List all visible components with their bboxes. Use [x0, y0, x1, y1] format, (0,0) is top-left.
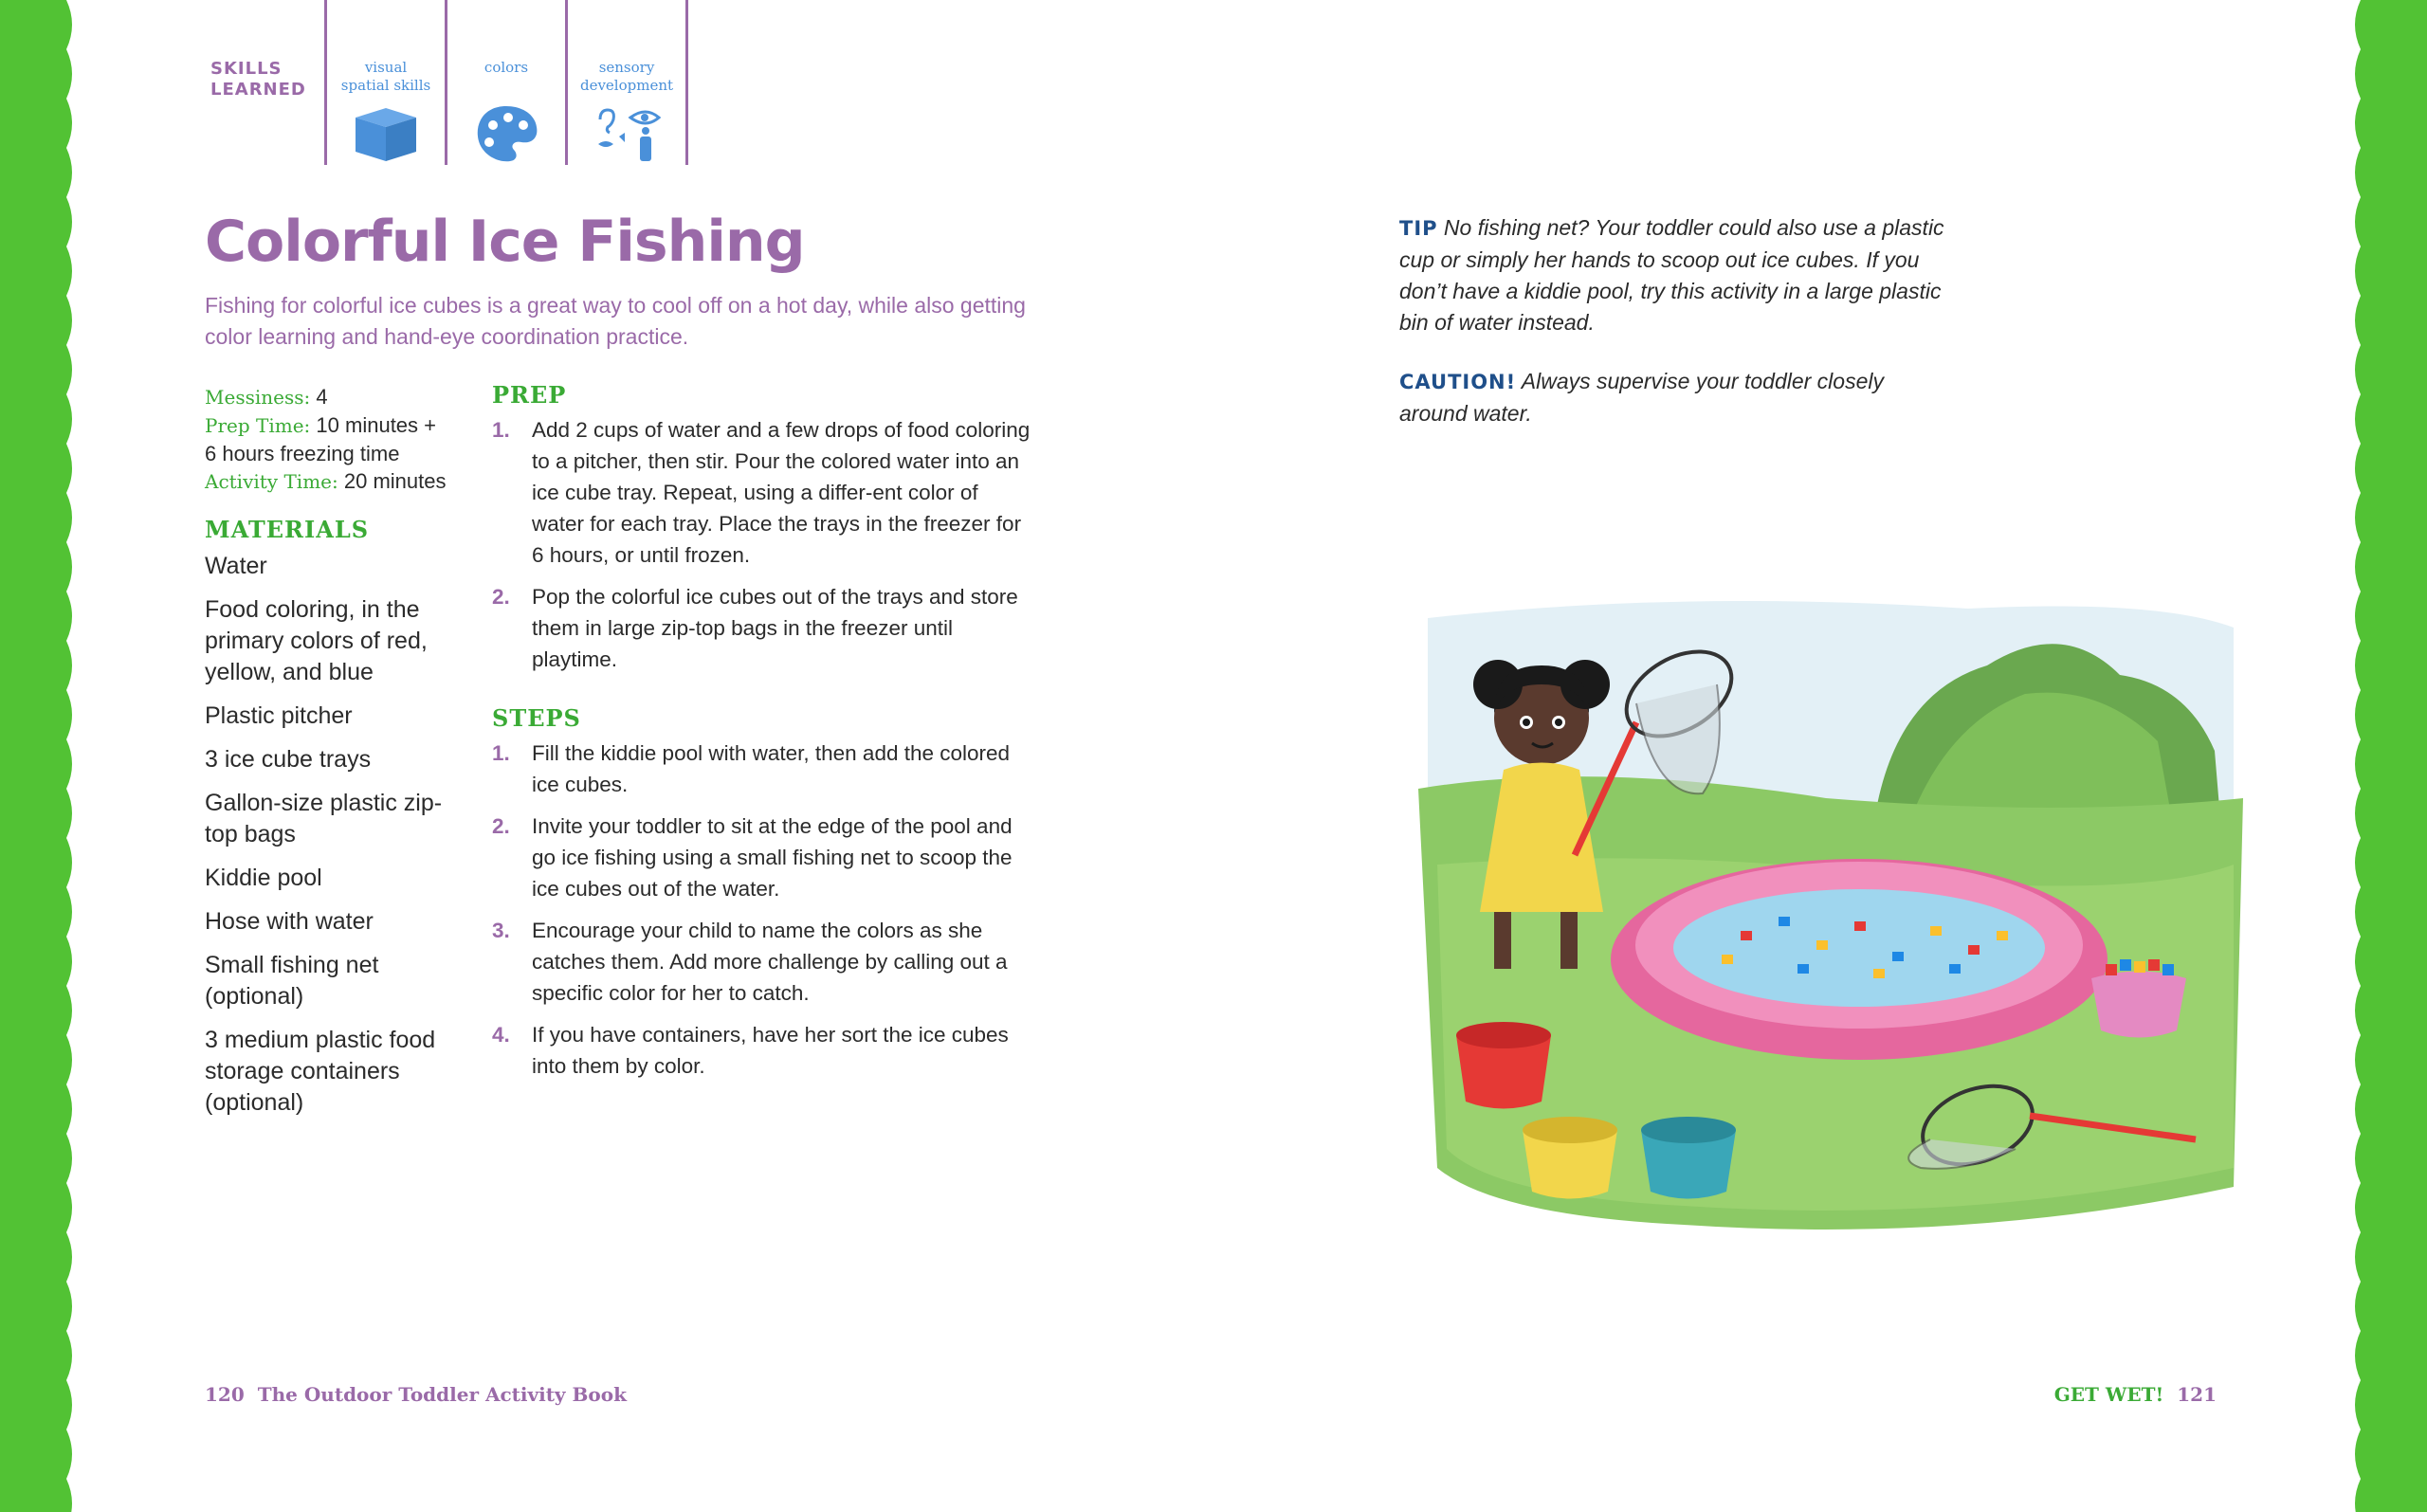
palette-icon	[472, 104, 540, 163]
ice-fishing-illustration	[1399, 580, 2249, 1244]
step-number: 3.	[492, 919, 510, 942]
list-item	[492, 811, 1032, 904]
tip-label: TIP	[1399, 217, 1438, 240]
prep-time-label: Prep Time:	[205, 414, 311, 437]
caution-label: CAUTION!	[1399, 371, 1517, 393]
skill-visual-spatial: visual spatial skills	[324, 0, 445, 165]
step-number: 1.	[492, 741, 510, 765]
skill-sensory-development: sensory development	[565, 0, 688, 165]
prep-time-value-cont: 6 hours freezing time	[205, 442, 400, 465]
page-number-right: 121	[2177, 1383, 2217, 1406]
list-item: Plastic pitcher	[205, 702, 353, 729]
messiness-value: 4	[316, 385, 328, 409]
step-text: Invite your toddler to sit at the edge of the pool and go ice fishing using a small fishing net to scoop the ice cubes out of the water.	[532, 814, 1013, 901]
activity-time-value: 20 minutes	[343, 469, 447, 493]
tip-box	[1399, 212, 1949, 338]
list-item	[492, 414, 1032, 571]
list-item	[492, 581, 1032, 675]
step-text: Encourage your child to name the colors as she catches them. Add more challenge by calling out a specific color for her to catch.	[532, 919, 1008, 1005]
prep-section	[492, 381, 1032, 685]
prep-heading: PREP	[492, 381, 567, 409]
list-item: 3 medium plastic food storage containers (optional)	[205, 1027, 436, 1116]
materials-list	[205, 551, 461, 1119]
step-text: Pop the colorful ice cubes out of the trays and store them in large zip-top bags in the freezer until playtime.	[532, 585, 1018, 671]
activity-time-label: Activity Time:	[205, 470, 338, 493]
messiness-label: Messiness:	[205, 386, 311, 409]
list-item: Gallon-size plastic zip-top bags	[205, 790, 443, 847]
materials-section	[205, 516, 461, 1131]
list-item: Water	[205, 553, 267, 579]
list-item: Food coloring, in the primary colors of red, yellow, and blue	[205, 596, 428, 685]
skill-colors: colors	[445, 0, 565, 165]
section-name: GET WET!	[2053, 1383, 2164, 1406]
list-item	[492, 738, 1032, 800]
book-title: The Outdoor Toddler Activity Book	[257, 1383, 627, 1406]
skills-learned-heading: SKILLS LEARNED	[210, 59, 306, 100]
left-wavy-border	[0, 0, 82, 1512]
intro-paragraph: Fishing for colorful ice cubes is a great way to cool off on a hot day, while also getting color learning and hand-eye coordination practice.	[205, 293, 1026, 349]
step-number: 4.	[492, 1023, 510, 1047]
step-number: 1.	[492, 418, 510, 442]
step-number: 2.	[492, 585, 510, 609]
list-item: 3 ice cube trays	[205, 746, 372, 773]
steps-section	[492, 704, 1032, 1092]
page-number-left: 120	[205, 1383, 245, 1406]
step-text: Add 2 cups of water and a few drops of food coloring to a pitcher, then stir. Pour the colored water into an ice cube tray. Repeat, using a differ-ent color of water for each tray. Place the trays in the freezer for 6 hours, or until frozen.	[532, 418, 1031, 567]
right-wavy-border	[2345, 0, 2427, 1512]
list-item	[492, 915, 1032, 1009]
steps-list	[492, 738, 1032, 1082]
list-item	[492, 1019, 1032, 1082]
activity-meta	[205, 383, 447, 496]
step-text: If you have containers, have her sort the ice cubes into them by color.	[532, 1023, 1009, 1078]
prep-time-value: 10 minutes +	[316, 413, 436, 437]
senses-icon	[593, 104, 661, 163]
materials-heading: MATERIALS	[205, 516, 370, 543]
list-item: Kiddie pool	[205, 865, 322, 891]
tip-text: No fishing net? Your toddler could also use a plastic cup or simply her hands to scoop out ice cubes. If you don’t have a kiddie pool, try this activity in a large plastic bin of water instead.	[1399, 215, 1944, 335]
caution-text: Always supervise your toddler closely around water.	[1399, 369, 1884, 426]
cube-icon	[352, 104, 420, 163]
footer-right	[2054, 1383, 2217, 1406]
page-title: Colorful Ice Fishing	[205, 209, 805, 275]
step-number: 2.	[492, 814, 510, 838]
steps-heading: STEPS	[492, 704, 581, 732]
footer-left	[205, 1383, 627, 1406]
list-item: Hose with water	[205, 908, 374, 935]
caution-box	[1399, 366, 1930, 429]
prep-list	[492, 414, 1032, 675]
list-item: Small fishing net (optional)	[205, 952, 379, 1010]
step-text: Fill the kiddie pool with water, then add the colored ice cubes.	[532, 741, 1011, 796]
